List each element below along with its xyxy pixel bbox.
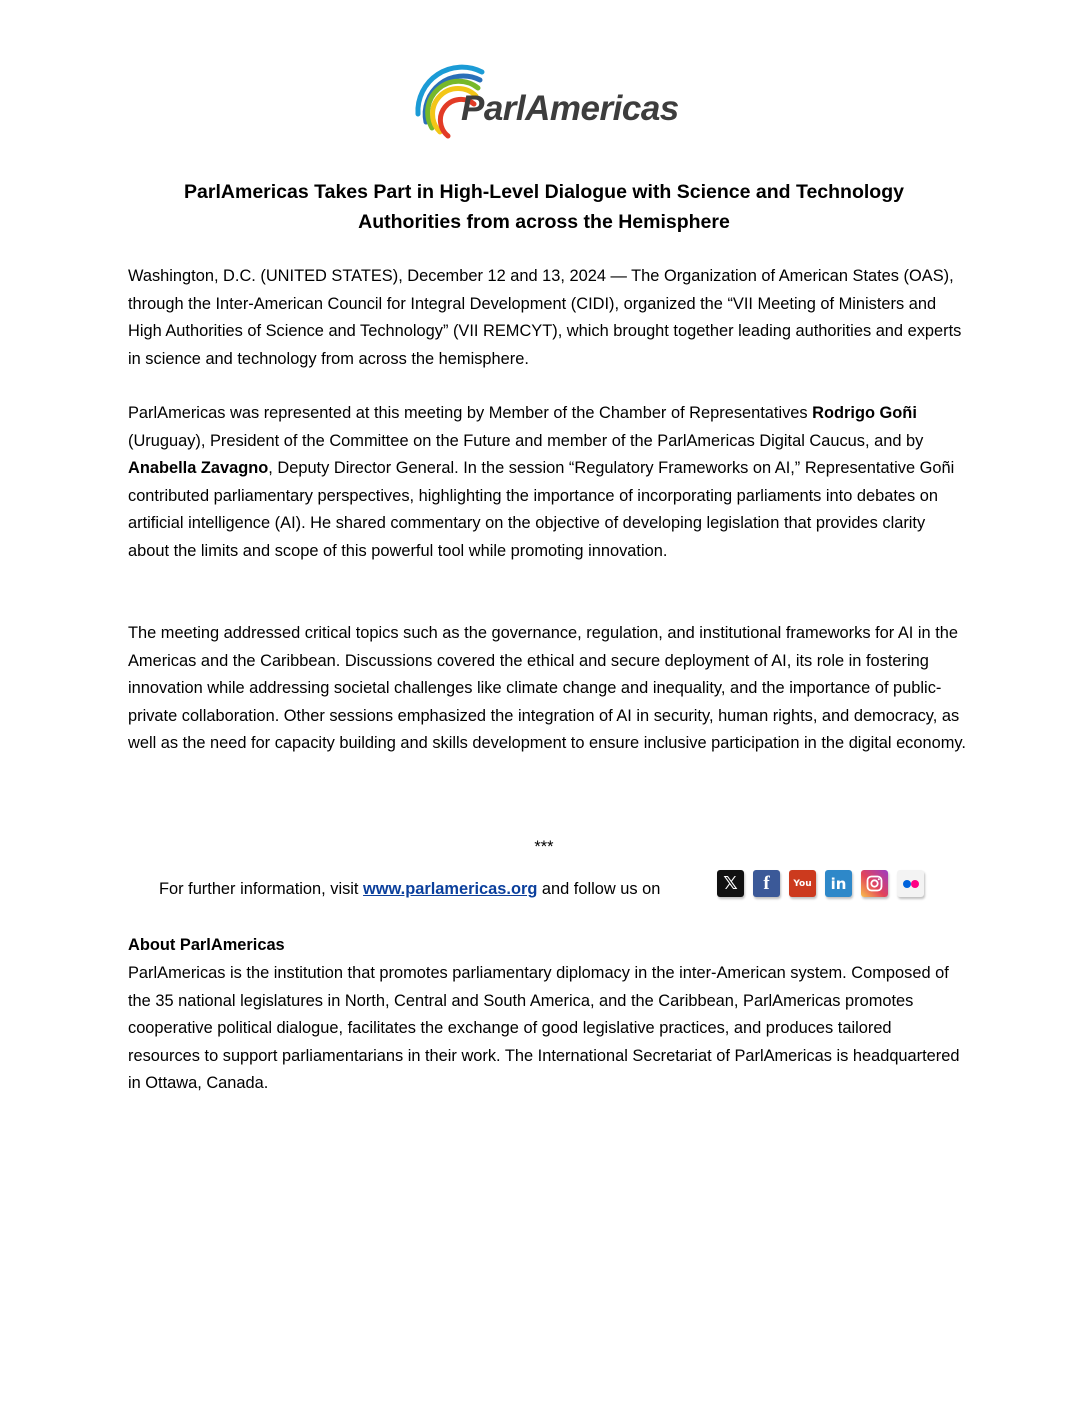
topics-paragraph: The meeting addressed critical topics such as the governance, regulation, and institutional frameworks for AI in the Americas and the Caribbean. Discussions covered the ethical and secure deployment of AI, its role in fostering innovation while addressing societal challenges like climate change and inequality, and the importance of public-private collaboration. Other sessions emphasized the integration of AI in security, human rights, and democracy, as well as the need for capacity building and skills development to ensure inclusive participation in the digital economy. xyxy=(128,624,966,753)
social-links xyxy=(717,870,924,900)
x-icon[interactable]: 𝕏 xyxy=(717,870,744,897)
follow-prefix: For further information, visit xyxy=(159,880,364,898)
section-separator: *** xyxy=(534,838,554,856)
representation-paragraph xyxy=(128,400,968,566)
deputy-director-name: Anabella Zavagno xyxy=(128,459,269,478)
representation-text-1: ParlAmericas was represented at this meeting by Member of the Chamber of Representatives xyxy=(128,404,813,422)
linkedin-icon[interactable]: in xyxy=(825,870,852,897)
flickr-dots-icon xyxy=(902,879,920,889)
representation-text-2: (Uruguay), President of the Committee on the Future and member of the ParlAmericas Digital Caucus, and by xyxy=(128,431,924,450)
flickr-icon[interactable] xyxy=(897,870,924,897)
facebook-icon[interactable]: f xyxy=(753,870,780,897)
representation-text-3: , Deputy Director General. In the session “Regulatory Frameworks on AI,” Representative Goñi contributed parliamentary perspectives, highlighting the importance of incorporating parliaments into debates on artificial intelligence (AI). He shared commentary on the objective of developing legislation that provides clarity about the limits and scope of this powerful tool while promoting innovation. xyxy=(128,459,955,560)
instagram-glyph-icon xyxy=(866,875,883,892)
follow-suffix: and follow us on xyxy=(537,880,661,898)
about-heading: About ParlAmericas xyxy=(128,936,285,954)
representative-name: Rodrigo Goñi xyxy=(812,404,917,422)
intro-paragraph: Washington, D.C. (UNITED STATES), December 12 and 13, 2024 — The Organization of American States (OAS), through the Inter-American Council for Integral Development (CIDI), organized the “VII Meeting of Ministers and High Authorities of Science and Technology” (VII REMCYT), which brought together leading authorities and experts in science and technology from across the hemisphere. xyxy=(128,267,962,368)
website-link[interactable]: www.parlamericas.org xyxy=(363,880,538,898)
instagram-icon[interactable] xyxy=(861,870,888,897)
title-line-1: ParlAmericas Takes Part in High-Level Dialogue with Science and Technology xyxy=(184,181,904,203)
about-paragraph: ParlAmericas is the institution that promotes parliamentary diplomacy in the inter-American system. Composed of the 35 national legislatures in North, Central and South America, and the Caribbean, ParlAmericas promotes cooperative political dialogue, facilitates the exchange of good legislative practices, and produces tailored resources to support parliamentarians in their work. The International Secretariat of ParlAmericas is headquartered in Ottawa, Canada. xyxy=(128,964,960,1093)
title-line-2: Authorities from across the Hemisphere xyxy=(358,211,730,233)
logo-wordmark: ParlAmericas xyxy=(461,89,679,128)
youtube-icon[interactable]: You xyxy=(789,870,816,897)
follow-line xyxy=(159,880,660,899)
page-title xyxy=(120,177,968,237)
